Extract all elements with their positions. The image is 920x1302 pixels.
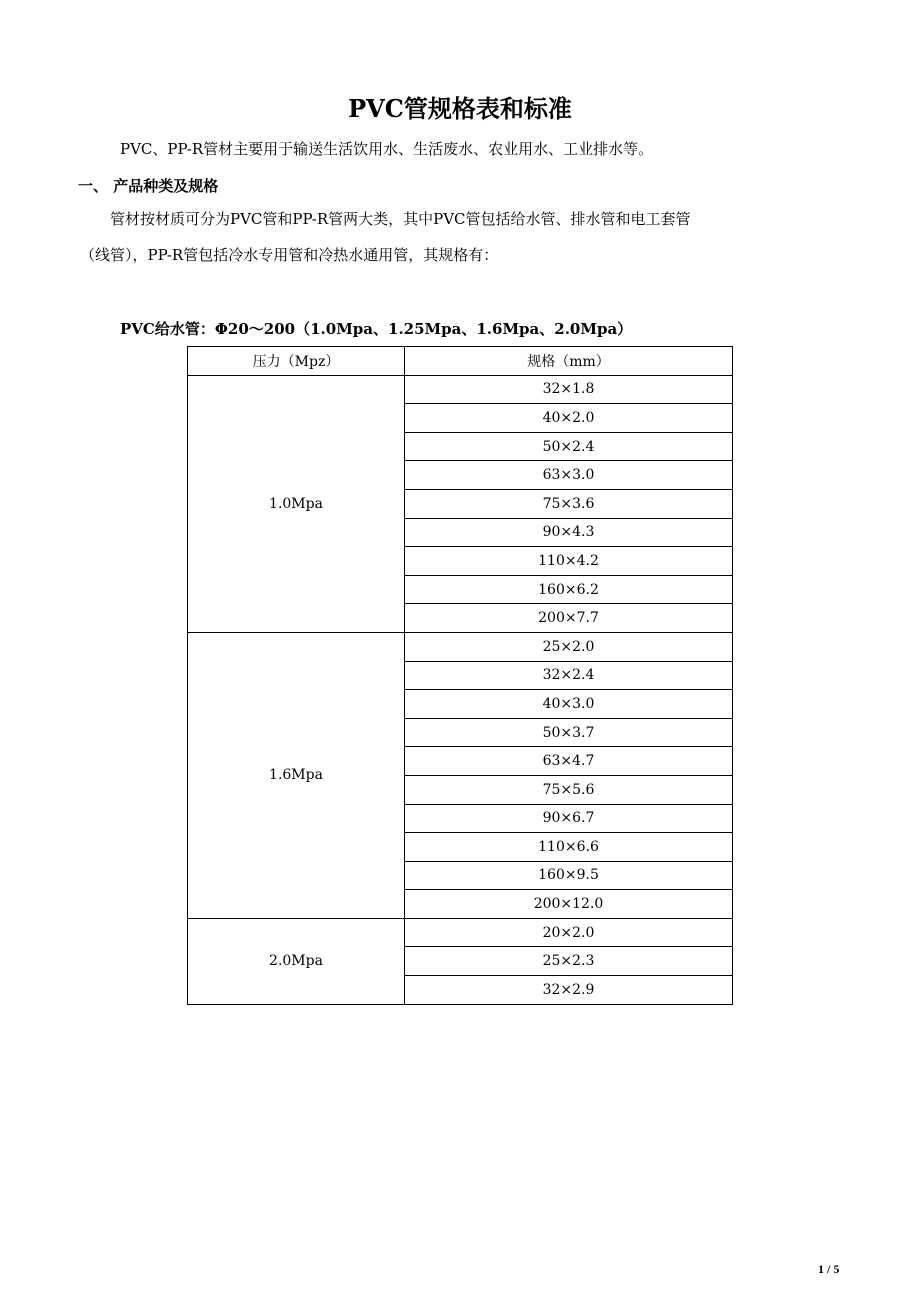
spec-cell: 40×3.0 xyxy=(405,690,733,719)
page-title: PVC管规格表和标准 xyxy=(348,94,572,123)
spec-cell: 110×6.6 xyxy=(405,833,733,862)
spec-cell: 63×3.0 xyxy=(405,461,733,490)
section-heading: 一、 产品种类及规格 xyxy=(78,177,219,195)
spec-table xyxy=(187,346,733,1005)
spec-cell: 50×3.7 xyxy=(405,718,733,747)
spec-cell: 32×1.8 xyxy=(405,375,733,404)
page-number: 1 / 5 xyxy=(818,1262,840,1276)
spec-cell: 63×4.7 xyxy=(405,747,733,776)
spec-cell: 200×7.7 xyxy=(405,604,733,633)
spec-cell: 25×2.0 xyxy=(405,632,733,661)
spec-cell: 160×6.2 xyxy=(405,575,733,604)
body-paragraph-line-2: （线管），PP-R管包括冷水专用管和冷热水通用管，其规格有： xyxy=(80,246,499,264)
spec-cell: 90×6.7 xyxy=(405,804,733,833)
spec-cell: 110×4.2 xyxy=(405,547,733,576)
spec-cell: 75×5.6 xyxy=(405,775,733,804)
header-pressure: 压力（Mpz） xyxy=(188,347,405,376)
table-caption: PVC给水管：Φ20～200（1.0Mpa、1.25Mpa、1.6Mpa、2.0Mpa） xyxy=(120,320,633,338)
header-spec: 规格（mm） xyxy=(405,347,733,376)
spec-table-body xyxy=(188,375,733,1004)
spec-cell: 160×9.5 xyxy=(405,861,733,890)
spec-cell: 75×3.6 xyxy=(405,489,733,518)
table-header-row xyxy=(188,347,733,376)
spec-cell: 20×2.0 xyxy=(405,918,733,947)
spec-cell: 32×2.9 xyxy=(405,976,733,1005)
spec-cell: 200×12.0 xyxy=(405,890,733,919)
intro-paragraph: PVC、PP-R管材主要用于输送生活饮用水、生活废水、农业用水、工业排水等。 xyxy=(120,140,654,158)
pressure-cell: 2.0Mpa xyxy=(188,918,405,1004)
spec-cell: 90×4.3 xyxy=(405,518,733,547)
table-row xyxy=(188,375,733,404)
pressure-cell: 1.0Mpa xyxy=(188,375,405,632)
body-paragraph-line-1: 管材按材质可分为PVC管和PP-R管两大类，其中PVC管包括给水管、排水管和电工套管 xyxy=(110,210,691,228)
table-row xyxy=(188,632,733,661)
spec-cell: 32×2.4 xyxy=(405,661,733,690)
spec-cell: 25×2.3 xyxy=(405,947,733,976)
table-row xyxy=(188,918,733,947)
spec-cell: 40×2.0 xyxy=(405,404,733,433)
pressure-cell: 1.6Mpa xyxy=(188,632,405,918)
spec-cell: 50×2.4 xyxy=(405,432,733,461)
